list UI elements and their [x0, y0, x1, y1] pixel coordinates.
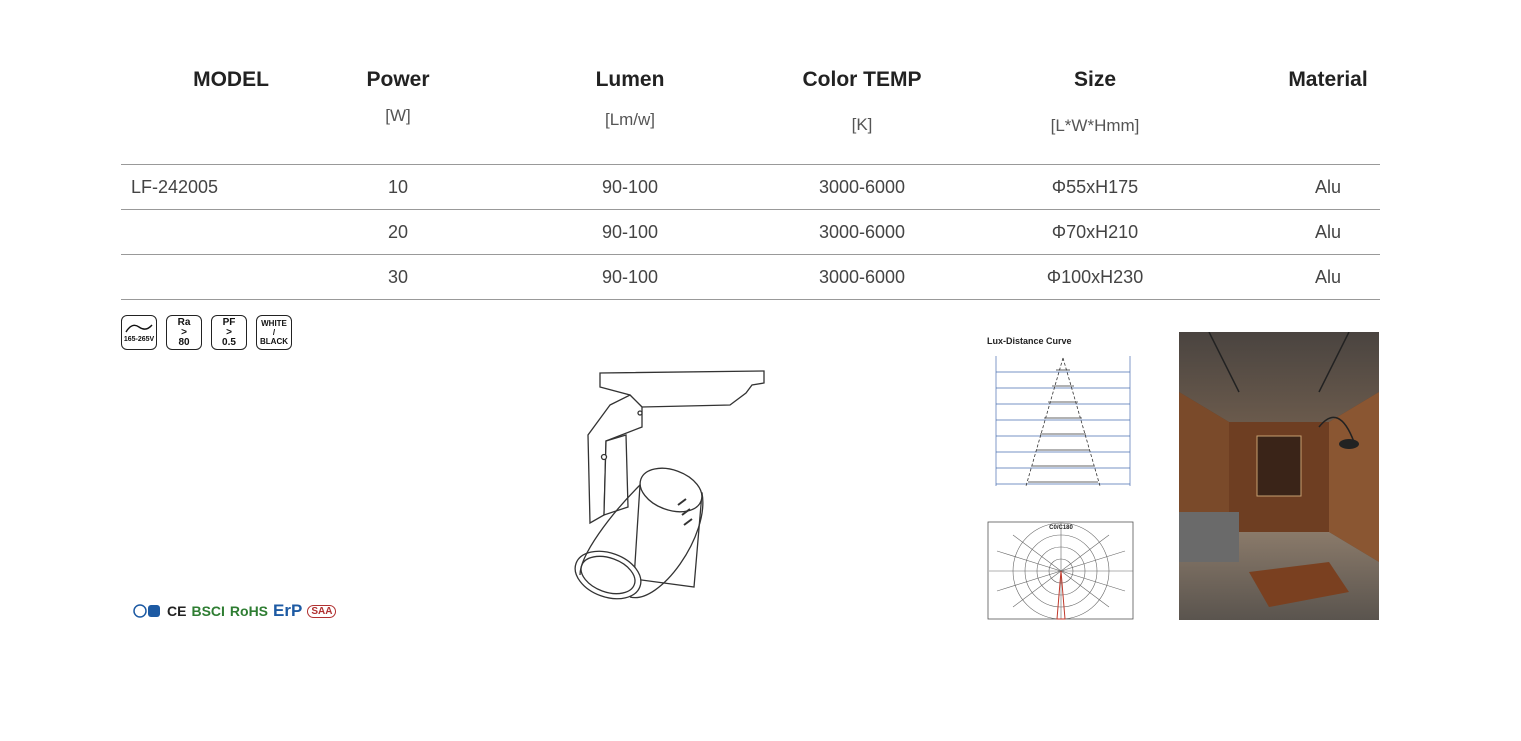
cell-lumen: 90-100 — [601, 177, 659, 197]
polar-intensity-chart — [987, 521, 1142, 621]
polar-chart-title: C0/C180 — [1049, 525, 1073, 531]
cell-power: 20 — [387, 222, 409, 242]
unit-color-temp: [K] — [851, 115, 873, 134]
voltage-range-icon — [121, 315, 157, 350]
ra-value: 80 — [178, 336, 190, 348]
color-option-icon — [256, 315, 292, 350]
lux-distance-chart — [986, 354, 1136, 496]
table-header — [121, 60, 1380, 165]
cell-color-temp: 3000-6000 — [818, 177, 906, 197]
feature-icons — [121, 315, 292, 350]
cell-material: Alu — [1314, 222, 1341, 242]
spec-table — [121, 60, 1380, 300]
ce-logo: CE — [167, 603, 187, 619]
cell-material: Alu — [1314, 267, 1341, 287]
cell-size: Φ55xH175 — [1051, 177, 1139, 197]
pf-icon — [211, 315, 247, 350]
ra-gt: > — [181, 326, 187, 338]
cell-size: Φ100xH230 — [1046, 267, 1144, 287]
color-slash: / — [272, 328, 276, 337]
cell-lumen: 90-100 — [601, 267, 659, 287]
unit-size: [L*W*Hmm] — [1050, 116, 1140, 135]
ra-icon — [166, 315, 202, 350]
cert-globe-icon — [132, 602, 162, 620]
track-light-drawing — [570, 365, 770, 615]
cell-power: 10 — [387, 177, 409, 197]
header-lumen: Lumen — [595, 68, 665, 91]
table-row — [121, 255, 1380, 300]
unit-lumen: [Lm/w] — [604, 110, 656, 129]
header-model: MODEL — [193, 68, 269, 91]
cell-model: LF-242005 — [131, 177, 219, 197]
rohs-logo: RoHS — [229, 603, 269, 619]
certification-logos — [132, 601, 336, 621]
cell-color-temp: 3000-6000 — [818, 222, 906, 242]
saa-logo: SAA — [307, 605, 336, 618]
cell-material: Alu — [1314, 177, 1341, 197]
color-white: WHITE — [261, 319, 287, 328]
ra-label: Ra — [177, 316, 191, 328]
cell-power: 30 — [387, 267, 409, 287]
header-material: Material — [1288, 68, 1368, 91]
pf-gt: > — [226, 326, 232, 338]
pf-label: PF — [222, 316, 236, 328]
color-black: BLACK — [260, 337, 288, 346]
header-color-temp: Color TEMP — [802, 68, 922, 91]
cell-lumen: 90-100 — [601, 222, 659, 242]
bsci-logo: BSCI — [191, 603, 225, 619]
header-power: Power — [366, 68, 430, 91]
lux-curve-title: Lux-Distance Curve — [987, 336, 1072, 346]
cell-size: Φ70xH210 — [1051, 222, 1139, 242]
table-row — [121, 210, 1380, 255]
unit-power: [W] — [385, 106, 411, 125]
header-size: Size — [1073, 68, 1117, 91]
pf-value: 0.5 — [222, 336, 236, 348]
cell-color-temp: 3000-6000 — [818, 267, 906, 287]
table-row — [121, 165, 1380, 210]
interior-photo — [1179, 332, 1379, 620]
wave-icon — [125, 321, 153, 335]
erp-logo: ErP — [273, 601, 303, 620]
voltage-label: 165-265V — [123, 336, 155, 343]
